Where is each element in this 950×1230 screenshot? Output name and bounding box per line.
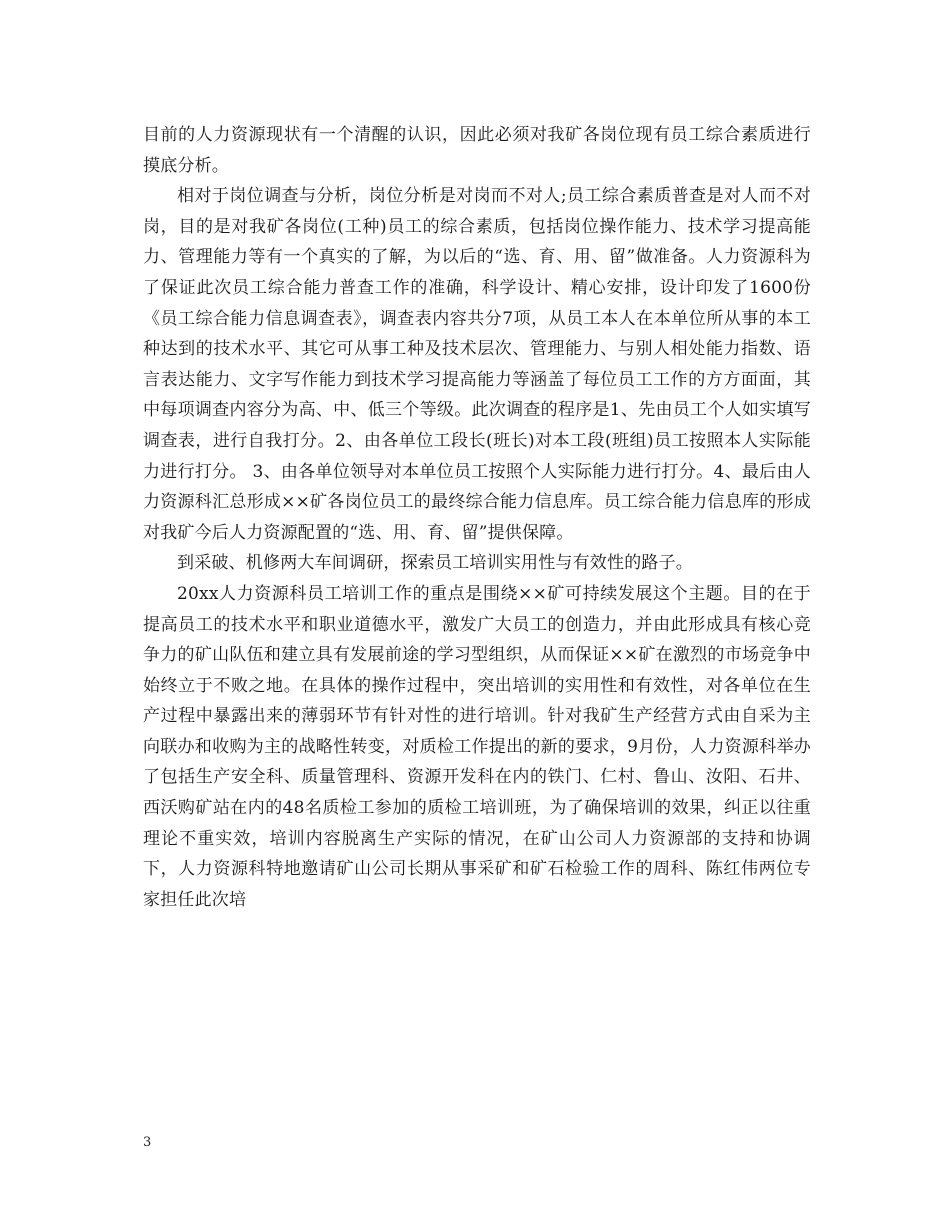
paragraph-1: 目前的人力资源现状有一个清醒的认识，因此必须对我矿各岗位现有员工综合素质进行摸底分析。 bbox=[143, 125, 811, 176]
page-number: 3 bbox=[143, 1135, 152, 1150]
paragraph-3: 到采破、机修两大车间调研，探索员工培训实用性与有效性的路子。 bbox=[177, 553, 693, 574]
document-body bbox=[143, 120, 811, 915]
paragraph-4: 20xx人力资源科员工培训工作的重点是围绕××矿可持续发展这个主题。目的在于提高员工的技术水平和职业道德水平，激发广大员工的创造力，并由此形成具有核心竞争力的矿山队伍和建立具有发展前途的学习型组织，从而保证××矿在激烈的市场竞争中始终立于不败之地。在具体的操作过程中，突出培训的实用性和有效性，对各单位在生产过程中暴露出来的薄弱环节有针对性的进行培训。针对我矿生产经营方式由自采为主向联办和收购为主的战略性转变，对质检工作提出的新的要求，9月份，人力资源科举办了包括生产安全科、质量管理科、资源开发科在内的铁门、仁村、鲁山、汝阳、石井、西沃购矿站在内的48名质检工参加的质检工培训班，为了确保培训的效果，纠正以往重理论不重实效，培训内容脱离生产实际的情况，在矿山公司人力资源部的支持和协调下，人力资源科特地邀请矿山公司长期从事采矿和矿石检验工作的周科、陈红伟两位专家担任此次培 bbox=[143, 583, 811, 910]
paragraph-2: 相对于岗位调查与分析，岗位分析是对岗而不对人;员工综合素质普查是对人而不对岗，目的是对我矿各岗位(工种)员工的综合素质，包括岗位操作能力、技术学习提高能力、管理能力等有一个真实的了解，为以后的“选、育、用、留”做准备。人力资源科为了保证此次员工综合能力普查工作的准确，科学设计、精心安排，设计印发了1600份《员工综合能力信息调查表》，调查表内容共分7项，从员工本人在本单位所从事的本工种达到的技术水平、其它可从事工种及技术层次、管理能力、与别人相处能力指数、语言表达能力、文字写作能力到技术学习提高能力等涵盖了每位员工工作的方方面面，其中每项调查内容分为高、中、低三个等级。此次调查的程序是1、先由员工个人如实填写调查表，进行自我打分。2、由各单位工段长(班长)对本工段(班组)员工按照本人实际能力进行打分。 3、由各单位领导对本单位员工按照个人实际能力进行打分。4、最后由人力资源科汇总形成××矿各岗位员工的最终综合能力信息库。员工综合能力信息库的形成对我矿今后人力资源配置的“选、用、育、留”提供保障。 bbox=[143, 186, 811, 543]
